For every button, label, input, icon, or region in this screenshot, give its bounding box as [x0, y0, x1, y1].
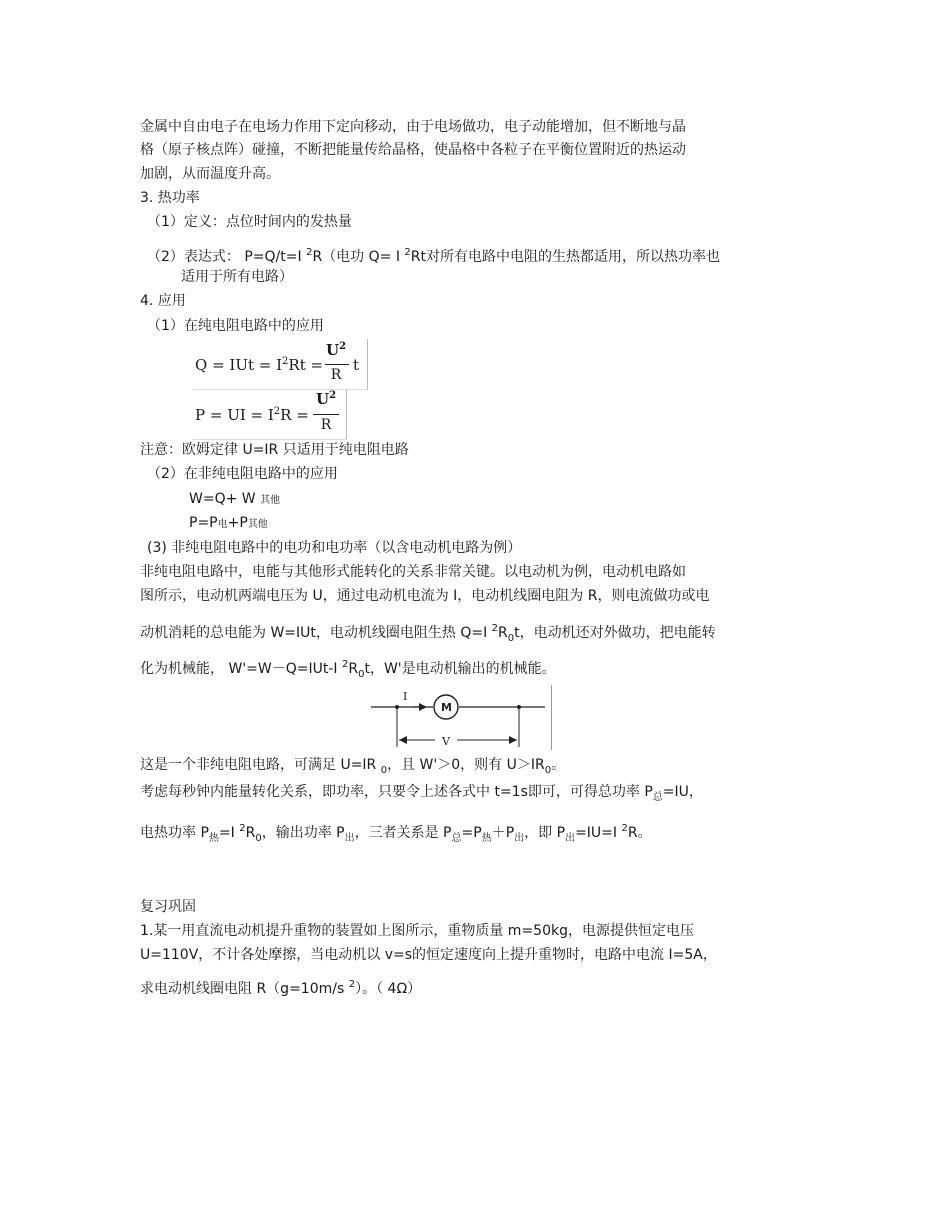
text-run: R	[348, 661, 359, 677]
superscript: 2	[341, 659, 349, 670]
subscript: 0	[507, 633, 515, 644]
question-line: U=110V，不计各处摩擦，当电动机以 v=s的恒定速度向上提升重物时，电路中电流 I=5A，	[140, 947, 717, 963]
text-run: R	[498, 625, 508, 641]
text-run: ，且 W'＞0，则有 U＞IR	[387, 757, 545, 773]
expr-text: （2）表达式： P=Q/t=I	[147, 249, 307, 265]
text-run: ＋P	[491, 825, 515, 841]
text-run: =IU=I	[575, 825, 622, 841]
fraction-bar	[313, 414, 339, 415]
subscript: 0	[255, 833, 262, 844]
superscript: 2	[491, 623, 499, 634]
paragraph-line	[140, 620, 716, 648]
formula-denominator: R	[330, 367, 342, 383]
fraction-bar	[325, 364, 349, 365]
formula-p	[193, 390, 347, 440]
subscript: 出	[565, 833, 576, 844]
text-run: t，W'是电动机输出的机械能。	[364, 661, 556, 677]
subscript: 出	[344, 833, 355, 844]
formula-sup: 2	[273, 406, 281, 417]
expression-continuation: 适用于所有电路）	[181, 269, 293, 285]
circuit-svg	[369, 685, 551, 750]
voltage-label: V	[442, 735, 450, 748]
eq-subscript: 电	[217, 519, 228, 530]
formula-text: R =	[280, 406, 309, 424]
paragraph-line	[140, 756, 565, 780]
eq-subscript: 其他	[260, 495, 281, 506]
expr-sup: 2	[306, 247, 313, 258]
formula-sup: 2	[339, 341, 347, 352]
formula-sup: 2	[282, 356, 289, 367]
expr-text: Rt对所有电路中电阻的生热都适用，所以热功率也	[410, 249, 721, 265]
subscript: 0	[544, 765, 552, 776]
subscript: 总	[652, 792, 663, 803]
eq-subscript: 其他	[247, 519, 268, 530]
formula-q	[193, 339, 368, 390]
definition-line: （1）定义：点位时间内的发热量	[147, 214, 352, 230]
formula-numerator: U	[315, 390, 330, 408]
formula-text: P = UI = I	[195, 406, 274, 424]
subsection-line: (3) 非纯电阻电路中的电功和电功率（以含电动机电路为例）	[147, 540, 522, 556]
note-line: 注意：欧姆定律 U=IR 只适用于纯电阻电路	[140, 442, 409, 458]
section-heading: 4. 应用	[140, 293, 186, 309]
text-run: R	[245, 825, 256, 841]
text-run: ，三者关系是 P	[354, 825, 452, 841]
equation-line	[189, 490, 280, 510]
subscript: 热	[208, 833, 219, 844]
text-run: 。	[551, 757, 566, 773]
expression-line	[147, 244, 720, 266]
motor-label: M	[441, 701, 452, 714]
paragraph-line: 金属中自由电子在电场力作用下定向移动，由于电场做功，电子动能增加，但不断地与晶	[140, 119, 686, 135]
subsection-line: （2）在非纯电阻电路中的应用	[147, 466, 338, 482]
text-run: ，即 P	[524, 825, 566, 841]
formula-denominator: R	[320, 417, 332, 433]
motor-circuit-diagram	[369, 685, 552, 750]
paragraph-line	[140, 820, 652, 848]
text-run: 求电动机线圈电阻 R（g=10m/s	[140, 981, 349, 997]
formula-sup: 2	[329, 390, 337, 401]
expr-sup: 2	[404, 247, 411, 258]
text-run: 化为机械能， W'=W－Q=IUt-I	[140, 661, 342, 677]
formula-tail: t	[353, 356, 360, 374]
superscript: 2	[348, 979, 356, 990]
current-arrowhead	[419, 703, 427, 711]
eq-text: +P	[227, 515, 248, 531]
text-run: =IU，	[662, 784, 703, 800]
text-run: =I	[218, 825, 240, 841]
subscript: 总	[451, 833, 462, 844]
eq-text: P=P	[189, 515, 218, 531]
review-heading: 复习巩固	[140, 899, 196, 915]
subscript: 0	[380, 765, 388, 776]
text-run: ，输出功率 P	[261, 825, 345, 841]
voltage-arrowhead-right	[509, 736, 517, 744]
expr-text: R（电功 Q= I	[312, 249, 405, 265]
paragraph-line: 图所示，电动机两端电压为 U，通过电动机电流为 I，电动机线圈电阻为 R，则电流做功或电	[140, 588, 710, 604]
text-run: R。	[627, 825, 652, 841]
superscript: 2	[239, 823, 246, 834]
text-run: 电热功率 P	[140, 825, 209, 841]
subsection-line: （1）在纯电阻电路中的应用	[147, 318, 324, 334]
question-line: 1.某一用直流电动机提升重物的装置如上图所示，重物质量 m=50kg，电源提供恒定电压	[140, 923, 694, 939]
superscript: 2	[621, 823, 628, 834]
paragraph-line	[140, 656, 556, 684]
paragraph-line	[140, 783, 703, 807]
subscript: 出	[514, 833, 525, 844]
text-run: ）。（ 4Ω）	[355, 981, 422, 997]
question-line	[140, 976, 421, 998]
section-heading: 3. 热功率	[140, 190, 200, 206]
formula-numerator: U	[325, 341, 340, 359]
formula-text: Q = IUt = I	[195, 356, 283, 374]
text-run: 考虑每秒钟内能量转化关系，即功率，只要令上述各式中 t=1s即可，可得总功率 P	[140, 784, 653, 800]
eq-text: W=Q+ W	[189, 491, 261, 507]
subscript: 热	[481, 833, 492, 844]
paragraph-line: 非纯电阻电路中，电能与其他形式能转化的关系非常关键。以电动机为例，电动机电路如	[140, 564, 686, 580]
current-label: I	[403, 690, 408, 703]
formula-text: Rt =	[288, 356, 324, 374]
paragraph-line: 加剧，从而温度升高。	[140, 166, 280, 182]
text-run: 动机消耗的总电能为 W=IUt，电动机线圈电阻生热 Q=I	[140, 625, 492, 641]
paragraph-line: 格（原子核点阵）碰撞，不断把能量传给晶格，使晶格中各粒子在平衡位置附近的热运动	[140, 142, 686, 158]
subscript: 0	[358, 669, 365, 680]
text-run: =P	[461, 825, 482, 841]
text-run: t，电动机还对外做功，把电能转	[514, 625, 716, 641]
equation-line	[189, 514, 268, 534]
voltage-arrowhead-left	[399, 736, 407, 744]
text-run: 这是一个非纯电阻电路，可满足 U=IR	[140, 757, 381, 773]
